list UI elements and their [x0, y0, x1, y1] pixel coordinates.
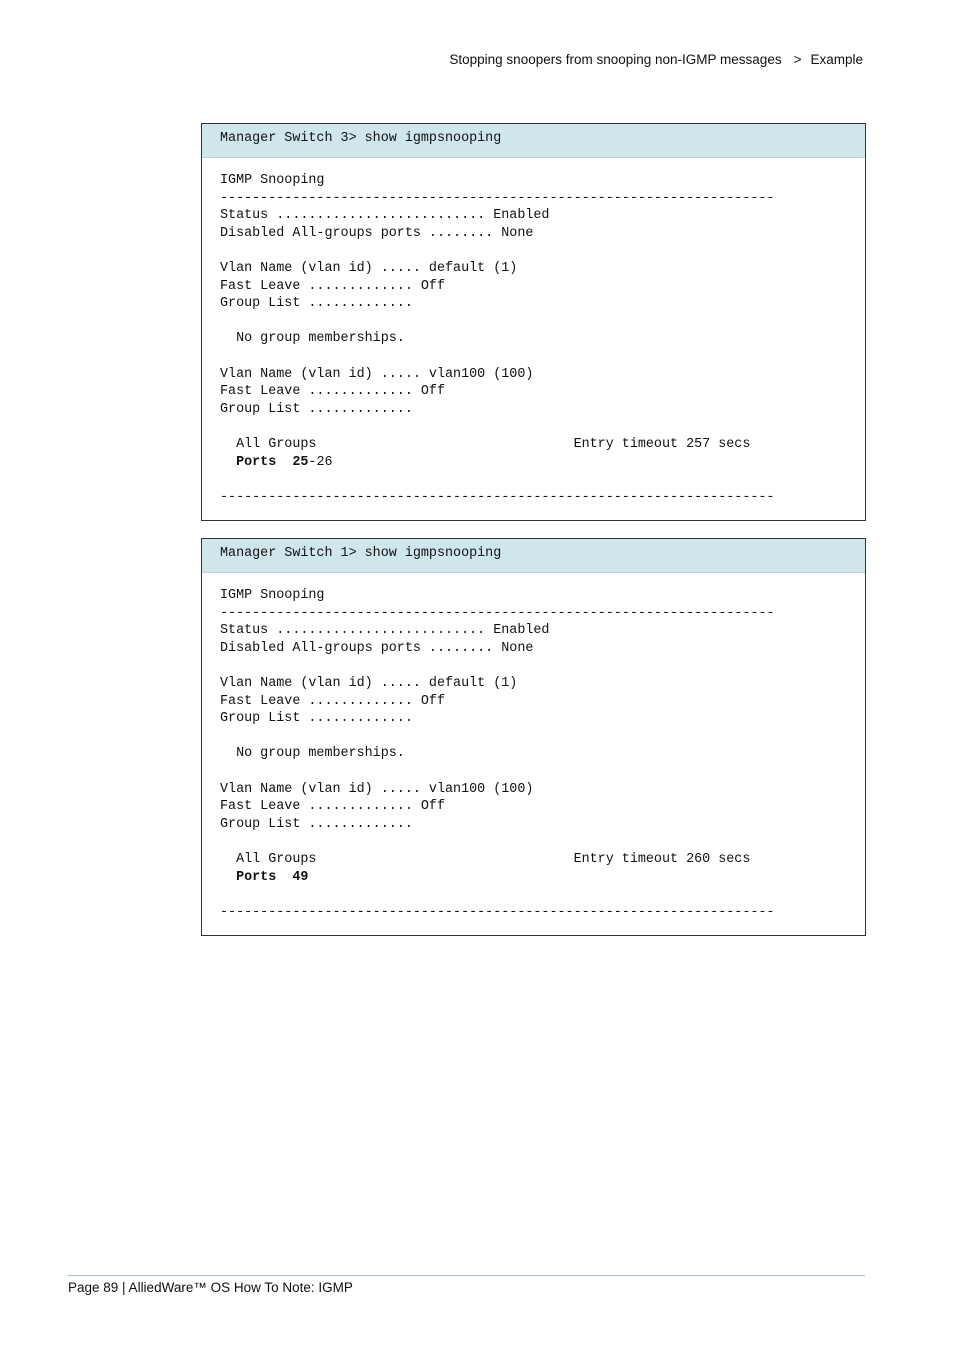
output-line: Status .......................... Enabled [220, 208, 550, 224]
output-line: Vlan Name (vlan id) ..... vlan100 (100) [220, 366, 534, 382]
ports-label: Ports [220, 869, 293, 885]
ports-label: Ports [220, 454, 293, 470]
output-line [220, 657, 865, 675]
output-line [220, 348, 865, 366]
ports-range: -26 [308, 454, 333, 470]
ports-line [220, 454, 865, 472]
ports-value: 25 [292, 454, 309, 470]
output-line [220, 763, 865, 781]
output-line [220, 242, 865, 260]
ports-line [220, 869, 865, 887]
footer-divider [68, 1275, 865, 1276]
page-footer: Page 89 | AlliedWare™ OS How To Note: IGMP [68, 1280, 353, 1295]
output-line: Vlan Name (vlan id) ..... default (1) [220, 675, 518, 691]
output-line: IGMP Snooping [220, 588, 325, 603]
divider-line: --------------------------------------------------------------------- [220, 605, 775, 621]
output-line: All Groups Entry timeout 257 secs [220, 436, 751, 452]
output-line: Disabled All-groups ports ........ None [220, 640, 534, 656]
ports-value: 49 [292, 869, 309, 885]
divider-line: --------------------------------------------------------------------- [220, 489, 775, 505]
output-line: Disabled All-groups ports ........ None [220, 225, 534, 241]
output-line [220, 728, 865, 746]
header-subsection: Example [810, 52, 863, 67]
command-output [202, 573, 865, 935]
divider-line: --------------------------------------------------------------------- [220, 904, 775, 920]
output-line: Fast Leave ............. Off [220, 384, 445, 400]
header-section: Stopping snoopers from snooping non-IGMP messages [449, 52, 782, 67]
output-line: Group List ............. [220, 296, 413, 312]
output-line: Fast Leave ............. Off [220, 693, 445, 709]
command-output [202, 158, 865, 520]
output-line: No group memberships. [220, 331, 405, 347]
output-line [220, 313, 865, 331]
terminal-box-switch3 [201, 123, 866, 521]
output-line: No group memberships. [220, 746, 405, 762]
output-line: Vlan Name (vlan id) ..... default (1) [220, 260, 518, 276]
command-line: Manager Switch 3> show igmpsnooping [202, 124, 865, 158]
output-line: Group List ............. [220, 816, 413, 832]
output-line: Vlan Name (vlan id) ..... vlan100 (100) [220, 781, 534, 797]
output-line: Status .......................... Enabled [220, 623, 550, 639]
output-line [220, 833, 865, 851]
output-line [220, 418, 865, 436]
command-line: Manager Switch 1> show igmpsnooping [202, 539, 865, 573]
output-line: Fast Leave ............. Off [220, 799, 445, 815]
output-line [220, 471, 865, 489]
terminal-box-switch1 [201, 538, 866, 936]
output-line: Fast Leave ............. Off [220, 278, 445, 294]
output-line: Group List ............. [220, 401, 413, 417]
header-separator: > [793, 52, 802, 67]
output-line: All Groups Entry timeout 260 secs [220, 851, 751, 867]
page-header [449, 52, 863, 67]
output-line: Group List ............. [220, 711, 413, 727]
output-line [220, 886, 865, 904]
divider-line: --------------------------------------------------------------------- [220, 190, 775, 206]
output-line: IGMP Snooping [220, 173, 325, 188]
